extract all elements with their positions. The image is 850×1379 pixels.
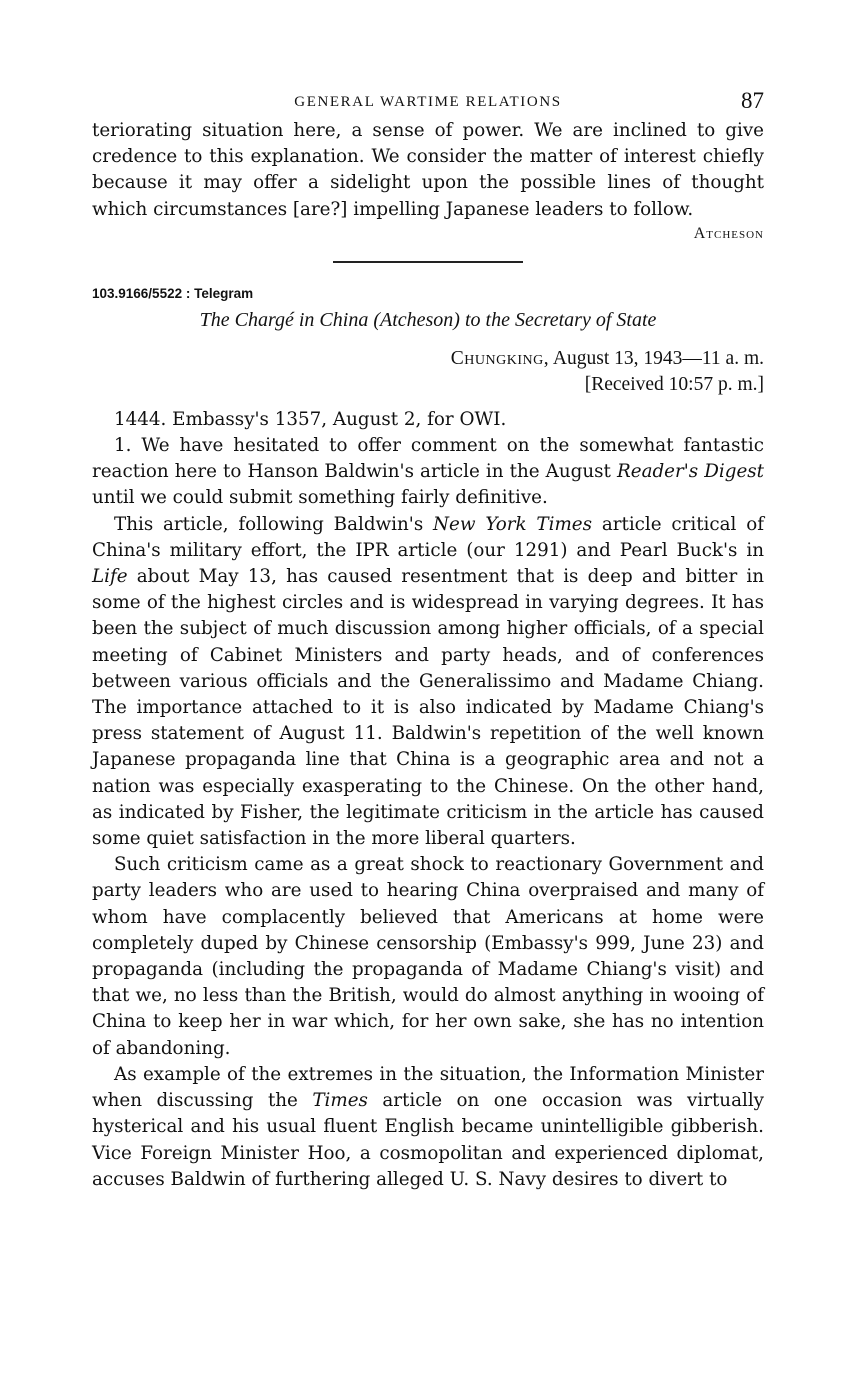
document-title: The Chargé in China (Atcheson) to the Secretary of State [199,308,657,331]
signature: Atcheson [693,224,764,242]
running-title: GENERAL WARTIME RELATIONS [294,94,562,110]
dateline-sent [92,346,764,372]
paragraph-1-text-a: 1. We have hesitated to offer comment on the somewhat fantastic reaction here to Hanson Baldwin's article in the August [92,435,764,483]
document-page [92,88,764,1193]
paragraph-2-text-c: about May 13, has caused resentment that is deep and bitter in some of the highest circles and is widespread in varying degrees. It has been the subject of much discussion among higher officials, of a special meeting of Cabinet Ministers and party heads, and of conferences between various officials and the Generalissimo and Madame Chiang. The importance attached to it is also indicated by Madame Chiang's press statement of August 11. Baldwin's repetition of the well known Japanese propaganda line that China is a geographic area and not a nation was especially exasperating to the Chinese. On the other hand, as indicated by Fisher, the legitimate criticism in the article has caused some quiet satisfaction in the more liberal quarters. [92,566,764,850]
section-divider [333,261,523,263]
paragraph-4-text-a: As example of the extremes in the situation, the Information Minister when discussing the [92,1063,764,1112]
dateline-date: August 13, 1943—11 a. m. [552,347,764,369]
paragraph-2 [92,512,764,853]
paragraph-4-text-b: article on one occasion was virtually hysterical and his usual fluent English became unintelligible gibberish. Vice Foreign Minister Hoo, a cosmopolitan and experienced diplomat, accuses Baldwin of furthering alleged U. S. Navy desires to divert to [92,1090,765,1190]
paragraph-4 [92,1062,764,1193]
paragraph-4-italic: Times [312,1090,368,1112]
received-line: [Received 10:57 p. m.] [584,373,764,395]
paragraph-2-text-b: article critical of China's military effort, the IPR article (our 1291) and Pearl Buck's in [92,513,764,561]
paragraph-1-text-b: until we could submit something fairly definitive. [92,487,548,509]
running-head [92,88,764,118]
dateline-place: Chungking, [450,347,550,369]
page-number: 87 [741,88,764,113]
paragraph-2-italic-1: New York Times [433,513,593,535]
paragraph-1-italic: Reader's Digest [616,461,764,483]
opening-paragraph: teriorating situation here, a sense of power. We are inclined to give credence to this explanation. We consider the matter of interest chiefly because it may offer a sidelight upon the possible lines of thought which circumstances [are?] impelling Japanese leaders to follow. [92,120,764,220]
dateline [92,346,764,398]
reference-line: 1444. Embassy's 1357, August 2, for OWI. [114,408,507,430]
paragraph-2-italic-2: Life [92,566,128,588]
telegram-body [92,433,764,1193]
paragraph-1 [92,433,764,512]
file-reference: 103.9166/5522 : Telegram [92,285,254,301]
paragraph-2-text-a: This article, following Baldwin's [114,513,434,535]
reference-line-container [92,407,764,433]
body-text [92,118,764,223]
paragraph-3: Such criticism came as a great shock to reactionary Government and party leaders who are used to hearing China overpraised and many of whom have complacently believed that Americans at home were completely duped by Chinese censorship (Embassy's 999, June 23) and propaganda (including the propaganda of Madame Chiang's visit) and that we, no less than the British, would do almost anything in wooing of China to keep her in war which, for her own sake, she has no intention of abandoning. [92,854,764,1059]
